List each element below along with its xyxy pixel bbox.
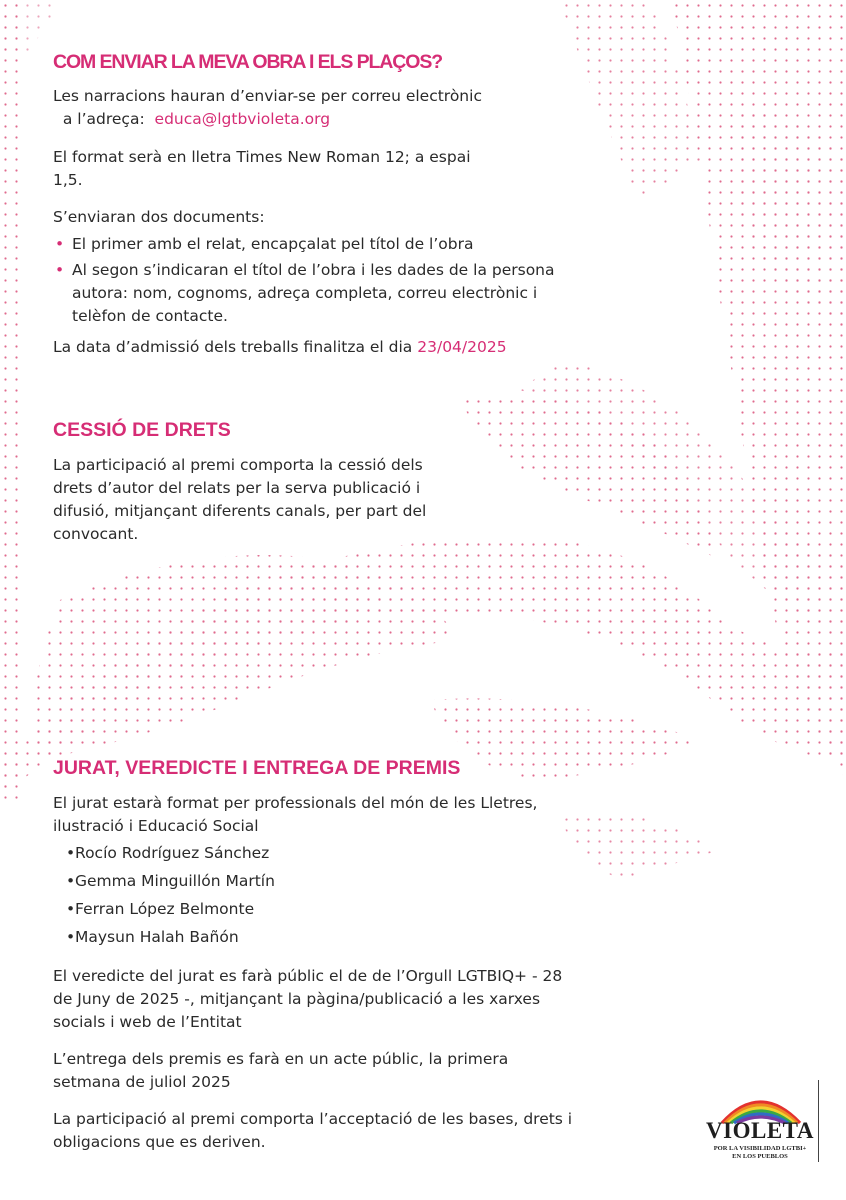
send-p2-line1: El format serà en lletra Times New Roman 12; a espai [53, 148, 471, 166]
logo-tagline-2: EN LOS PUEBLOS [732, 1153, 788, 1160]
verdict-paragraph: El veredicte del jurat es farà públic el de de l’Orgull LGTBIQ+ - 28 de Juny de 2025 -, mitjançant la pàgina/publicació a les xarxes socials i web de l’Entitat [53, 967, 563, 1031]
heading-send: COM ENVIAR LA MEVA OBRA I ELS PLAÇOS? [53, 51, 443, 73]
list-item: • Ferran López Belmonte [53, 898, 453, 921]
deadline-paragraph [53, 336, 507, 359]
send-p1-line2: a l’adreça: educa@lgtbvioleta.org [62, 110, 331, 128]
deadline-label: La data d’admissió dels treballs finalitza el dia [53, 338, 413, 356]
send-p1-line1: Les narracions hauran d’enviar-se per correu electrònic [53, 87, 482, 105]
heading-rights: CESSIÓ DE DRETS [53, 419, 231, 441]
send-p2-line2: 1,5. [53, 171, 83, 189]
logo-wordmark: VIOLETA [706, 1118, 814, 1143]
heading-jury: JURAT, VEREDICTE I ENTREGA DE PREMIS [53, 757, 461, 779]
violeta-logo [700, 1085, 820, 1165]
jury-members-list [53, 842, 453, 954]
acceptance-paragraph: La participació al premi comporta l’acceptació de les bases, drets i obligacions que es deriven. [53, 1110, 573, 1151]
send-documents-list [53, 233, 593, 328]
send-paragraph-1 [53, 85, 482, 131]
list-item: • Rocío Rodríguez Sánchez [53, 842, 453, 865]
list-item: • Gemma Minguillón Martín [53, 870, 453, 893]
deadline-date: 23/04/2025 [417, 338, 507, 356]
rights-paragraph: La participació al premi comporta la cessió dels drets d’autor del relats per la serva publicació i difusió, mitjançant diferents canals, per part del convocant. [53, 456, 427, 543]
send-paragraph-3: S’enviaran dos documents: [53, 208, 265, 226]
jury-intro: El jurat estarà format per professionals del món de les Lletres, ilustració i Educació Social [53, 794, 538, 835]
email-link[interactable]: educa@lgtbvioleta.org [154, 110, 331, 128]
list-item: • Al segon s’indicaran el títol de l’obra i les dades de la persona autora: nom, cognoms, adreça completa, correu electrònic i telèfon de contacte. [53, 259, 593, 328]
ceremony-paragraph: L’entrega dels premis es farà en un acte públic, la primera setmana de juliol 2025 [53, 1050, 509, 1091]
logo-tagline-1: POR LA VISIBILIDAD LGTBI+ [713, 1145, 807, 1152]
list-item: • El primer amb el relat, encapçalat pel títol de l’obra [53, 233, 593, 256]
send-paragraph-2 [53, 146, 471, 192]
list-item: • Maysun Halah Bañón [53, 926, 453, 949]
